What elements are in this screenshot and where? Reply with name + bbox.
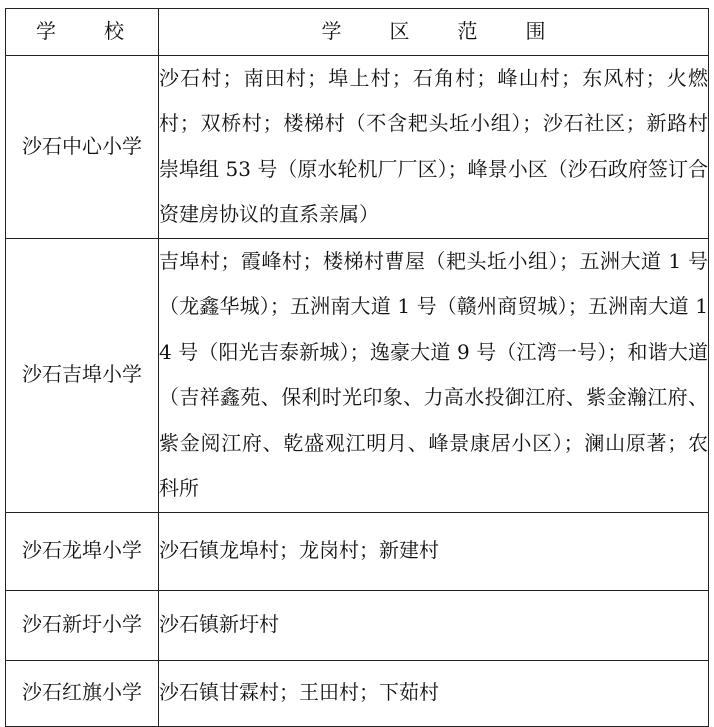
header-zone: 学 区 范 围	[159, 9, 709, 56]
header-row	[6, 9, 709, 56]
table-row	[6, 238, 709, 512]
table-row	[6, 512, 709, 590]
school-district-table	[5, 8, 709, 727]
table-row	[6, 660, 709, 726]
zone-range: 沙石镇龙埠村；龙岗村；新建村	[159, 512, 709, 590]
school-name: 沙石红旗小学	[6, 660, 159, 726]
header-school: 学 校	[6, 9, 159, 56]
zone-range: 沙石镇甘霖村；王田村；下茹村	[159, 660, 709, 726]
school-name: 沙石中心小学	[6, 55, 159, 238]
table-row	[6, 590, 709, 660]
school-name: 沙石吉埠小学	[6, 238, 159, 512]
school-name: 沙石新圩小学	[6, 590, 159, 660]
zone-range: 沙石村；南田村；埠上村；石角村；峰山村；东风村；火燃村；双桥村；楼梯村（不含耙头坵小组）；沙石社区；新路村崇埠组 53 号（原水轮机厂厂区）；峰景小区（沙石政府签订合资建房协议的直系亲属）	[159, 55, 709, 238]
table-row	[6, 55, 709, 238]
zone-range: 沙石镇新圩村	[159, 590, 709, 660]
zone-range: 吉埠村；霞峰村；楼梯村曹屋（耙头坵小组）；五洲大道 1 号（龙鑫华城）；五洲南大道 1 号（赣州商贸城）；五洲南大道 14 号（阳光吉泰新城）；逸豪大道 9 号（江湾一号）；和谐大道（吉祥鑫苑、保利时光印象、力高水投御江府、紫金瀚江府、紫金阅江府、乾盛观江明月、峰景康居小区）；澜山原著；农科所	[159, 238, 709, 512]
school-name: 沙石龙埠小学	[6, 512, 159, 590]
